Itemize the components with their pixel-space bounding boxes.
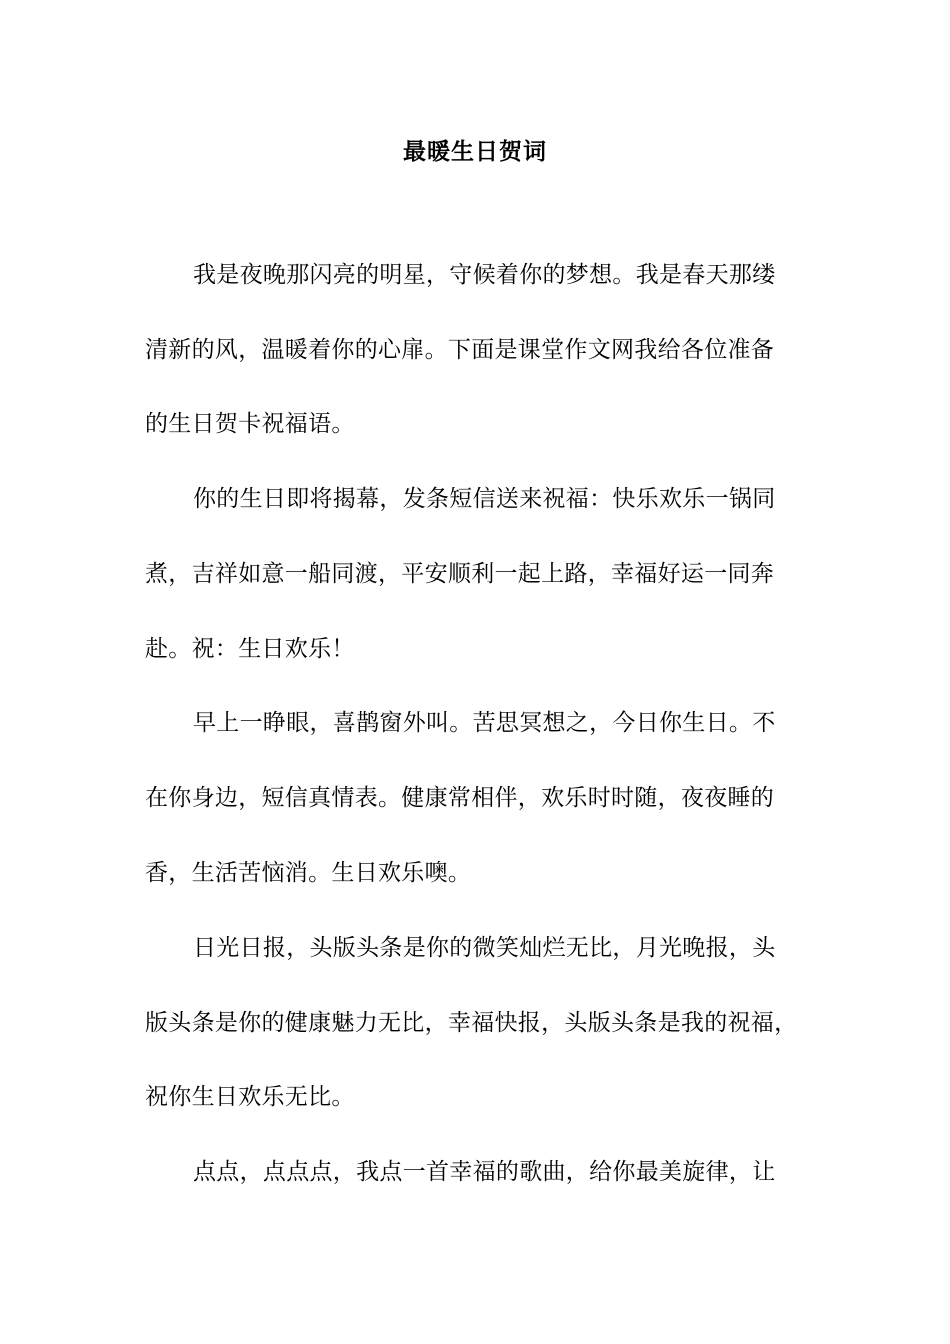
paragraph-3-line-1: 早上一睁眼，喜鹊窗外叫。苦思冥想之，今日你生日。不 (193, 710, 776, 736)
paragraph-2-line-1: 你的生日即将揭幕，发条短信送来祝福：快乐欢乐一锅同 (193, 486, 776, 512)
document-title: 最暖生日贺词 (403, 138, 547, 165)
paragraph-1-line-2: 清新的风，温暖着你的心扉。下面是课堂作文网我给各位准备 (145, 337, 775, 363)
paragraph-2-line-3: 赴。祝：生日欢乐！ (145, 636, 355, 662)
paragraph-3-line-2: 在你身边，短信真情表。健康常相伴，欢乐时时随，夜夜睡的 (145, 785, 775, 811)
paragraph-5-line-1: 点点，点点点，我点一首幸福的歌曲，给你最美旋律，让 (193, 1159, 776, 1185)
paragraph-2-line-2: 煮，吉祥如意一船同渡，平安顺利一起上路，幸福好运一同奔 (145, 561, 775, 587)
paragraph-3-line-3: 香，生活苦恼消。生日欢乐噢。 (145, 860, 472, 886)
paragraph-4-line-1: 日光日报，头版头条是你的微笑灿烂无比，月光晚报，头 (193, 935, 776, 961)
paragraph-1-line-3: 的生日贺卡祝福语。 (145, 411, 355, 437)
paragraph-4-line-2: 版头条是你的健康魅力无比，幸福快报，头版头条是我的祝福， (145, 1010, 798, 1036)
paragraph-4-line-3: 祝你生日欢乐无比。 (145, 1084, 355, 1110)
paragraph-1-line-1: 我是夜晚那闪亮的明星，守候着你的梦想。我是春天那缕 (193, 262, 776, 288)
